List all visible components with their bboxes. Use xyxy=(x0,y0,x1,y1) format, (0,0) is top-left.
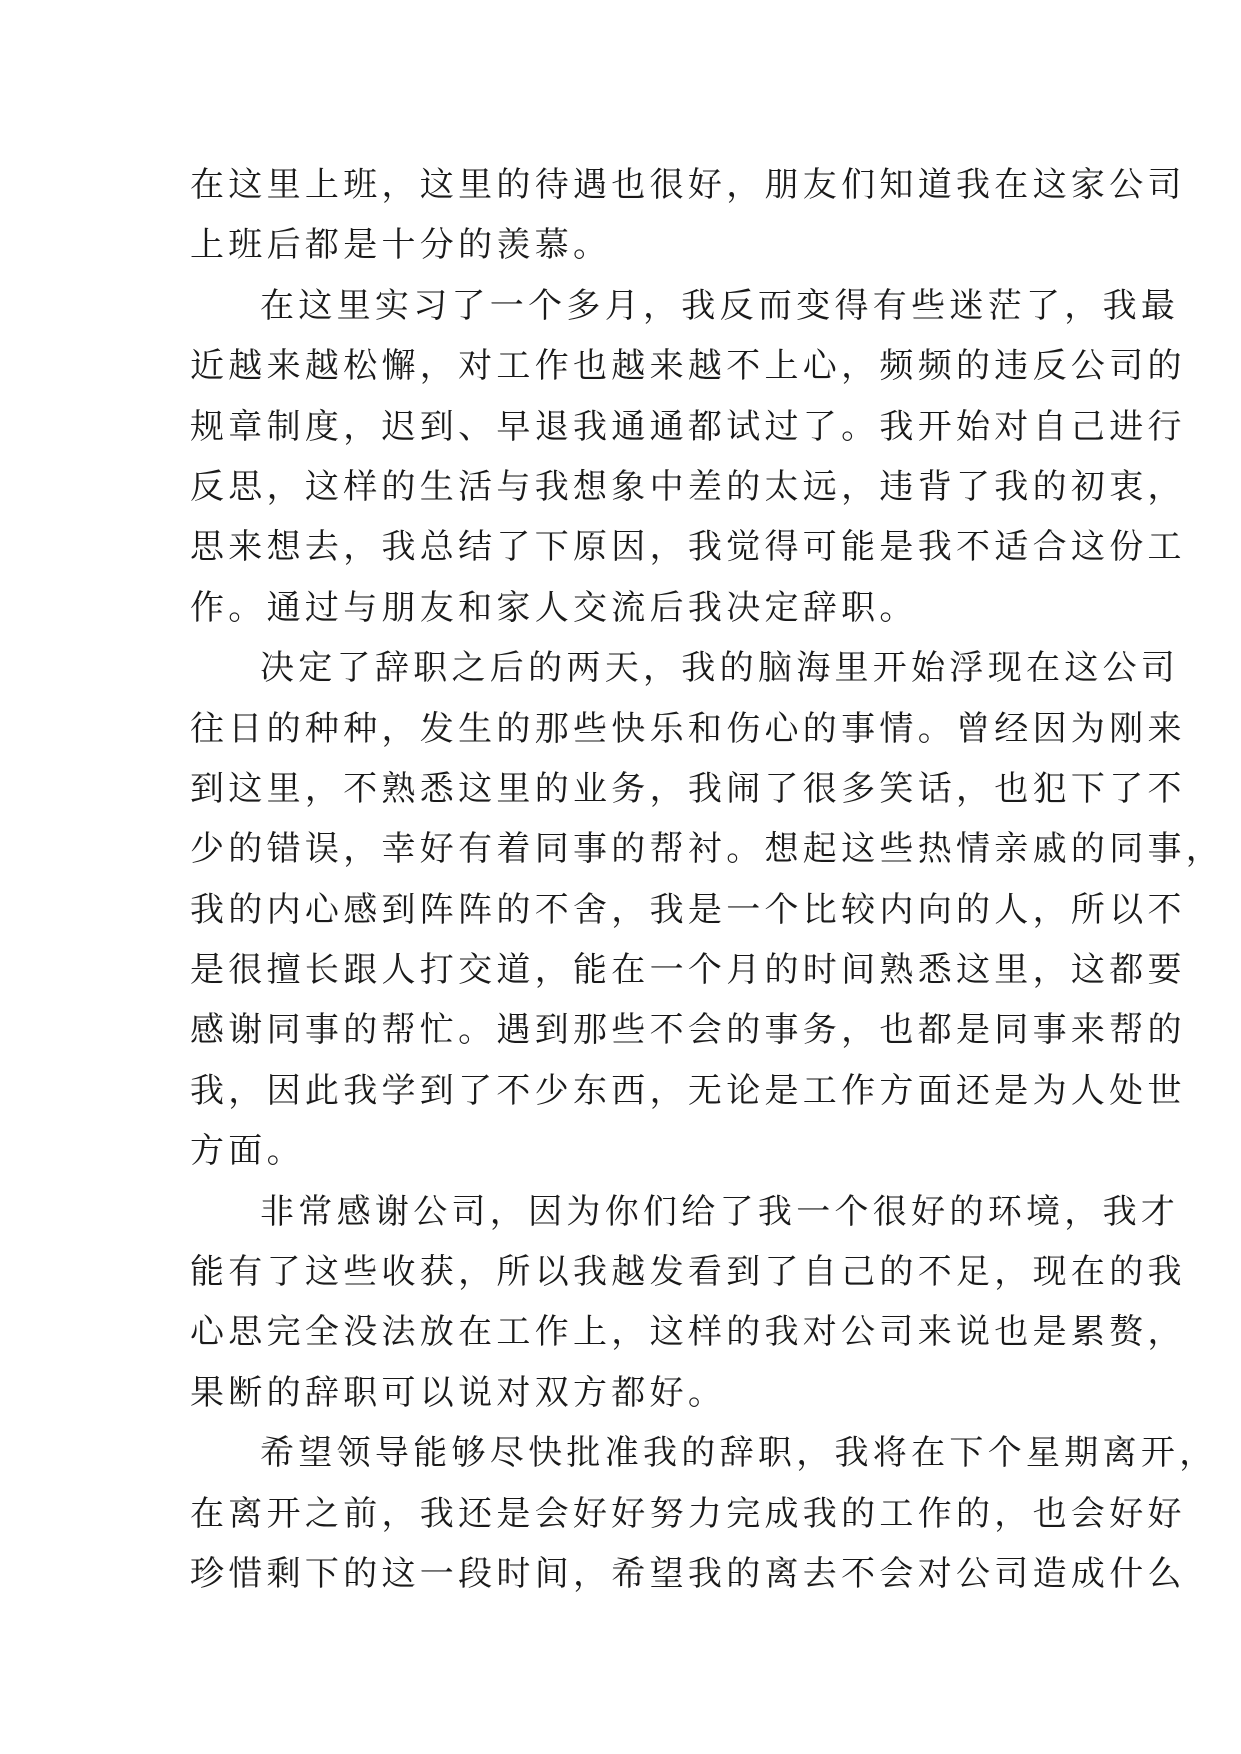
body-text xyxy=(190,155,1225,1604)
text-line: 果断的辞职可以说对双方都好。 xyxy=(190,1372,727,1413)
text-line: 往日的种种，发生的那些快乐和伤心的事情。曾经因为刚来 xyxy=(190,708,1186,749)
text-line: 心思完全没法放在工作上，这样的我对公司来说也是累赘， xyxy=(190,1312,1186,1353)
text-line: 我的内心感到阵阵的不舍，我是一个比较内向的人，所以不 xyxy=(190,889,1186,930)
text-line: 在这里上班，这里的待遇也很好，朋友们知道我在这家公司 xyxy=(190,165,1186,205)
text-line: 到这里，不熟悉这里的业务，我闹了很多笑话，也犯下了不 xyxy=(190,768,1186,809)
text-line: 在离开之前，我还是会好好努力完成我的工作的，也会好好 xyxy=(190,1493,1186,1534)
text-line: 我，因此我学到了不少东西，无论是工作方面还是为人处世 xyxy=(190,1070,1186,1111)
paragraph-start-line: 在这里实习了一个多月，我反而变得有些迷茫了，我最 xyxy=(260,285,1180,326)
text-line: 规章制度，迟到、早退我通通都试过了。我开始对自己进行 xyxy=(190,406,1186,447)
text-line: 感谢同事的帮忙。遇到那些不会的事务，也都是同事来帮的 xyxy=(190,1010,1186,1051)
text-line: 少的错误，幸好有着同事的帮衬。想起这些热情亲戚的同事， xyxy=(190,829,1225,870)
text-line: 能有了这些收获，所以我越发看到了自己的不足，现在的我 xyxy=(190,1252,1186,1293)
text-line: 思来想去，我总结了下原因，我觉得可能是我不适合这份工 xyxy=(190,527,1186,568)
paragraph-start-line: 决定了辞职之后的两天，我的脑海里开始浮现在这公司 xyxy=(260,648,1180,689)
paragraph-start-line: 希望领导能够尽快批准我的辞职，我将在下个星期离开， xyxy=(260,1433,1218,1474)
text-line: 作。通过与朋友和家人交流后我决定辞职。 xyxy=(190,587,918,628)
paragraph-start-line: 非常感谢公司，因为你们给了我一个很好的环境，我才 xyxy=(260,1191,1180,1232)
text-line: 反思，这样的生活与我想象中差的太远，违背了我的初衷， xyxy=(190,466,1186,507)
text-line: 方面。 xyxy=(190,1131,305,1172)
text-line: 是很擅长跟人打交道，能在一个月的时间熟悉这里，这都要 xyxy=(190,950,1186,991)
text-line: 上班后都是十分的羡慕。 xyxy=(190,225,612,266)
text-line: 近越来越松懈，对工作也越来越不上心，频频的违反公司的 xyxy=(190,346,1186,387)
text-line: 珍惜剩下的这一段时间，希望我的离去不会对公司造成什么 xyxy=(190,1553,1186,1594)
